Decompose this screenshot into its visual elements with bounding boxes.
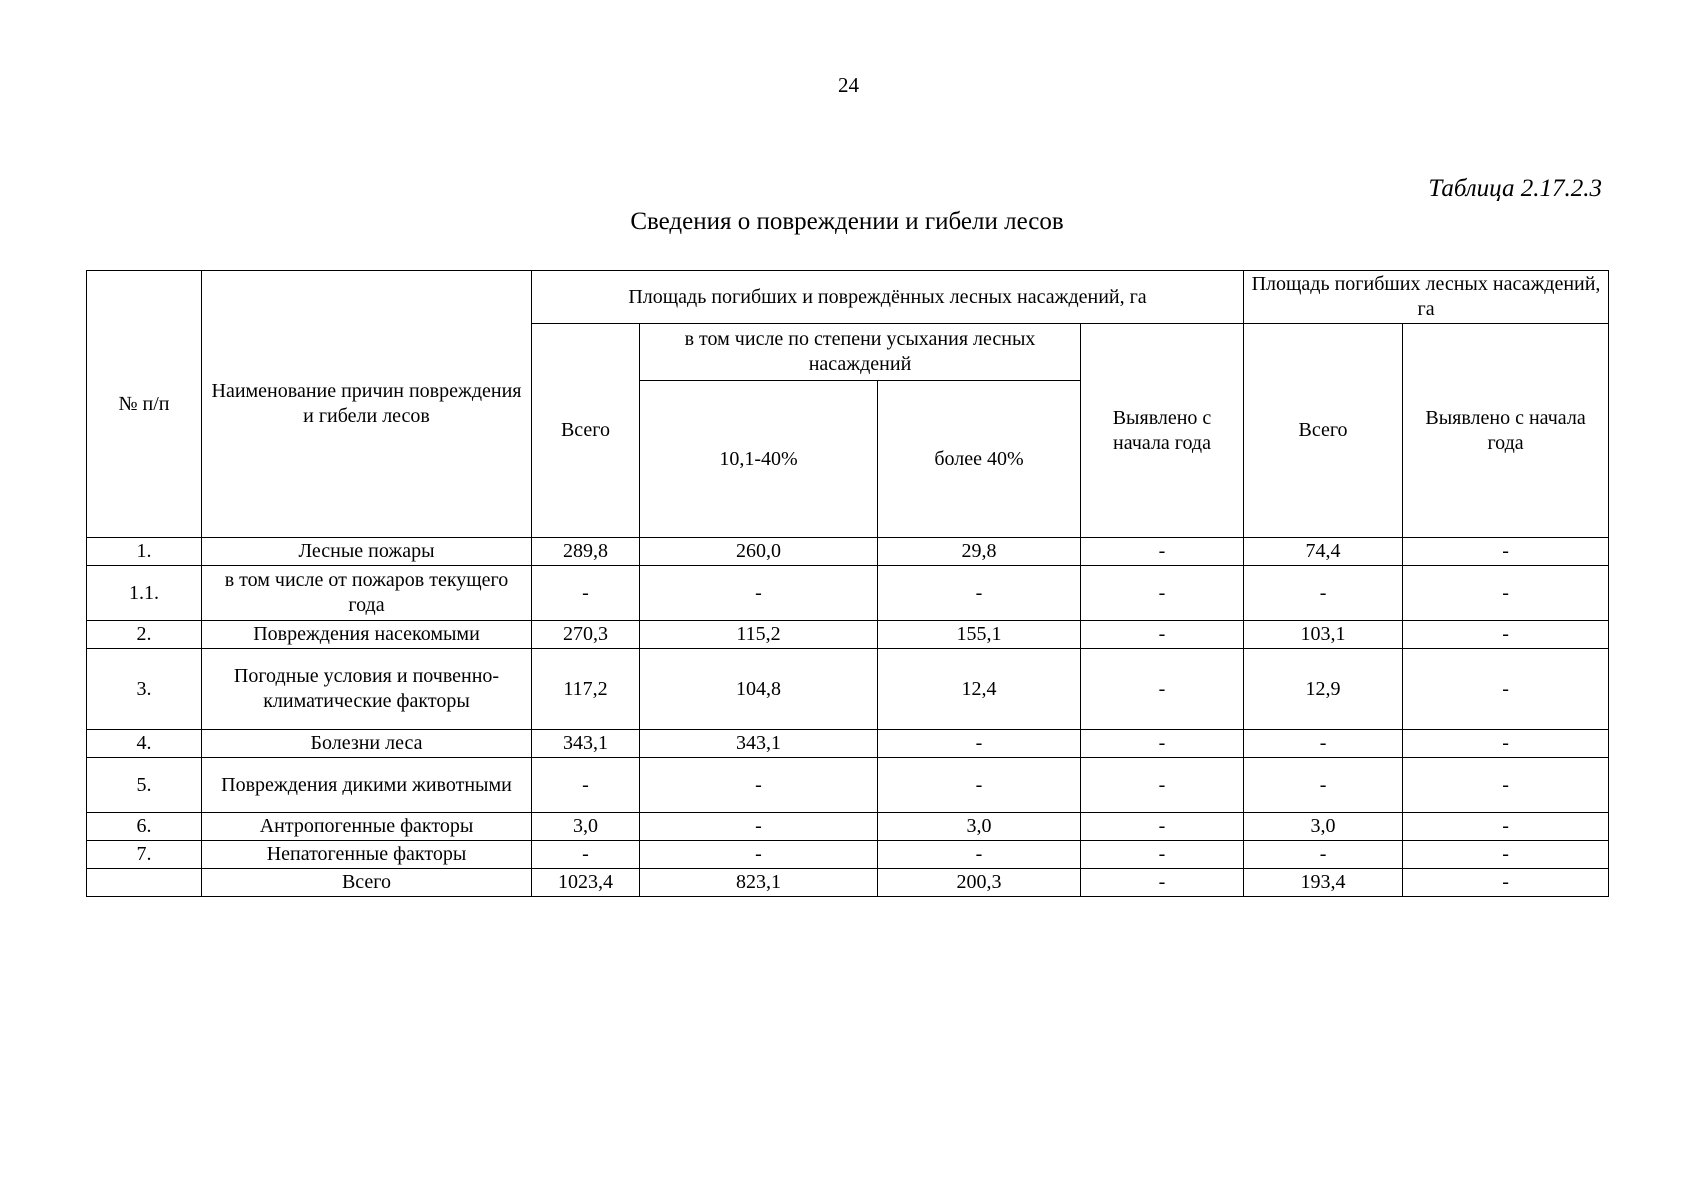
cell-range-low: -	[640, 758, 878, 813]
table-row	[87, 621, 1609, 649]
cell-cause: Повреждения дикими животными	[202, 758, 532, 813]
cell-detected: -	[1081, 621, 1244, 649]
cell-dead-detected: -	[1403, 758, 1609, 813]
cell-cause: в том числе от пожаров текущего года	[202, 566, 532, 621]
cell-range-high: 155,1	[878, 621, 1081, 649]
table-row	[87, 649, 1609, 730]
cell-num: 7.	[87, 841, 202, 869]
table-row	[87, 730, 1609, 758]
cell-dead-total: 74,4	[1244, 538, 1403, 566]
header-num: № п/п	[87, 271, 202, 538]
cell-total: 117,2	[532, 649, 640, 730]
cell-range-low: -	[640, 566, 878, 621]
cell-dead-total: 103,1	[1244, 621, 1403, 649]
forest-damage-table	[86, 270, 1609, 897]
header-total: Всего	[532, 324, 640, 538]
header-range-high: более 40%	[878, 381, 1081, 538]
cell-dead-detected: -	[1403, 566, 1609, 621]
cell-num: 2.	[87, 621, 202, 649]
cell-dead-total: 3,0	[1244, 813, 1403, 841]
cell-range-low: -	[640, 813, 878, 841]
cell-range-high: 12,4	[878, 649, 1081, 730]
cell-num: 5.	[87, 758, 202, 813]
cell-range-high: 200,3	[878, 869, 1081, 897]
cell-total: 270,3	[532, 621, 640, 649]
page-number: 24	[838, 73, 859, 97]
cell-num: 4.	[87, 730, 202, 758]
cell-dead-total: -	[1244, 730, 1403, 758]
header-by-degree: в том числе по степени усыхания лесных насаждений	[640, 324, 1081, 381]
cell-dead-detected: -	[1403, 538, 1609, 566]
header-range-low: 10,1-40%	[640, 381, 878, 538]
cell-dead-total: -	[1244, 758, 1403, 813]
cell-detected: -	[1081, 841, 1244, 869]
cell-dead-total: -	[1244, 841, 1403, 869]
table-row	[87, 538, 1609, 566]
cell-range-low: 260,0	[640, 538, 878, 566]
table-body	[87, 538, 1609, 897]
table-row	[87, 841, 1609, 869]
table-row	[87, 566, 1609, 621]
cell-dead-total: -	[1244, 566, 1403, 621]
cell-detected: -	[1081, 730, 1244, 758]
cell-detected: -	[1081, 813, 1244, 841]
cell-total: -	[532, 758, 640, 813]
cell-range-low: 115,2	[640, 621, 878, 649]
cell-cause: Лесные пожары	[202, 538, 532, 566]
cell-range-low: 343,1	[640, 730, 878, 758]
table-row	[87, 813, 1609, 841]
cell-cause: Болезни леса	[202, 730, 532, 758]
cell-range-high: -	[878, 730, 1081, 758]
header-cause: Наименование причин повреждения и гибели лесов	[202, 271, 532, 538]
cell-num: 3.	[87, 649, 202, 730]
table-total-row	[87, 869, 1609, 897]
cell-dead-detected: -	[1403, 649, 1609, 730]
cell-range-low: 823,1	[640, 869, 878, 897]
header-detected: Выявлено с начала года	[1081, 324, 1244, 538]
cell-detected: -	[1081, 649, 1244, 730]
cell-total: 343,1	[532, 730, 640, 758]
cell-detected: -	[1081, 566, 1244, 621]
cell-dead-total: 12,9	[1244, 649, 1403, 730]
cell-dead-detected: -	[1403, 813, 1609, 841]
cell-detected: -	[1081, 758, 1244, 813]
cell-num: 1.	[87, 538, 202, 566]
cell-total: 1023,4	[532, 869, 640, 897]
cell-detected: -	[1081, 869, 1244, 897]
cell-range-high: 3,0	[878, 813, 1081, 841]
header-dead-total: Всего	[1244, 324, 1403, 538]
cell-dead-detected: -	[1403, 869, 1609, 897]
cell-num: 1.1.	[87, 566, 202, 621]
cell-dead-detected: -	[1403, 621, 1609, 649]
cell-dead-detected: -	[1403, 841, 1609, 869]
table-header	[87, 271, 1609, 538]
cell-cause: Погодные условия и почвенно-климатические факторы	[202, 649, 532, 730]
cell-cause: Повреждения насекомыми	[202, 621, 532, 649]
cell-total: -	[532, 841, 640, 869]
cell-num: 6.	[87, 813, 202, 841]
cell-num	[87, 869, 202, 897]
cell-total: -	[532, 566, 640, 621]
cell-range-high: 29,8	[878, 538, 1081, 566]
cell-detected: -	[1081, 538, 1244, 566]
cell-range-high: -	[878, 841, 1081, 869]
cell-cause: Непатогенные факторы	[202, 841, 532, 869]
cell-range-low: 104,8	[640, 649, 878, 730]
cell-range-high: -	[878, 566, 1081, 621]
document-title: Сведения о повреждении и гибели лесов	[630, 208, 1064, 235]
cell-dead-detected: -	[1403, 730, 1609, 758]
cell-total: 3,0	[532, 813, 640, 841]
table-row	[87, 758, 1609, 813]
cell-total: 289,8	[532, 538, 640, 566]
header-dead-detected: Выявлено с начала года	[1403, 324, 1609, 538]
cell-cause: Антропогенные факторы	[202, 813, 532, 841]
table-label: Таблица 2.17.2.3	[1428, 175, 1602, 202]
cell-cause: Всего	[202, 869, 532, 897]
header-dead-group: Площадь погибших лесных насаждений, га	[1244, 271, 1609, 324]
cell-dead-total: 193,4	[1244, 869, 1403, 897]
header-damaged-group: Площадь погибших и повреждённых лесных насаждений, га	[532, 271, 1244, 324]
cell-range-high: -	[878, 758, 1081, 813]
cell-range-low: -	[640, 841, 878, 869]
